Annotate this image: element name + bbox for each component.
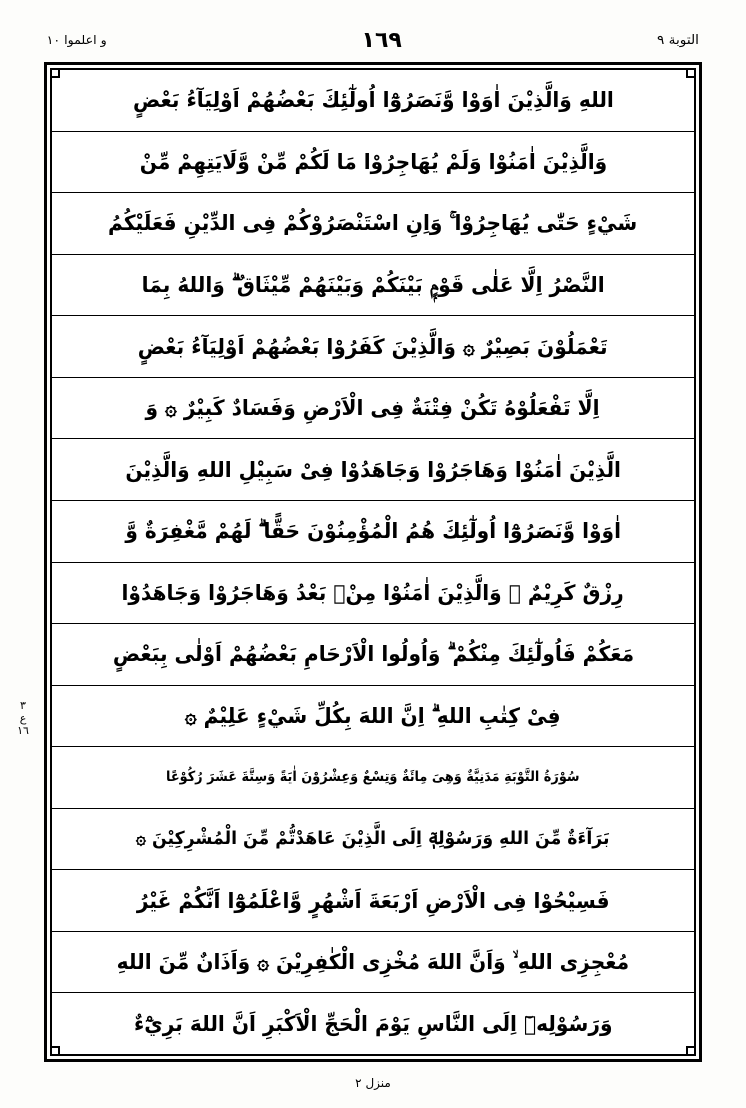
ayah-line — [52, 316, 694, 378]
ayah-text: الَّذِيْنَ اٰمَنُوْا وَهَاجَرُوْا وَجَاهَدُوْا فِىْ سَبِيْلِ اللهِ وَالَّذِيْنَ — [125, 457, 621, 482]
header-sura-label: التوبة ٩ — [657, 32, 699, 48]
ruku-count-top: ٣ — [20, 699, 26, 712]
ayah-line — [52, 255, 694, 317]
ayah-text: وَرَسُوْلِهٖٓ اِلَى النَّاسِ يَوْمَ الْحَجِّ الْاَكْبَرِ اَنَّ اللهَ بَرِيْٓءٌ — [133, 1011, 613, 1036]
page-footer — [0, 1076, 746, 1090]
ayah-text: مَعَكُمْ فَاُولٰٓئِكَ مِنْكُمْ ۗ وَاُولُوا الْاَرْحَامِ بَعْضُهُمْ اَوْلٰى بِبَعْضٍ — [112, 642, 634, 667]
ayah-text: فِىْ كِتٰبِ اللهِ ۗ اِنَّ اللهَ بِكُلِّ شَيْءٍ عَلِيْمٌ ۞ — [185, 703, 561, 728]
ruku-marker — [10, 700, 36, 738]
ayah-text: اِلَّا تَفْعَلُوْهُ تَكُنْ فِتْنَةٌ فِى الْاَرْضِ وَفَسَادٌ كَبِيْرٌ ۞ وَ — [145, 396, 601, 421]
ayah-lines — [52, 70, 694, 1054]
ayah-line — [52, 686, 694, 748]
ayah-line — [52, 501, 694, 563]
header-juz-label: و اعلموا ١٠ — [46, 33, 107, 47]
ayah-line — [52, 70, 694, 132]
text-frame-inner — [51, 69, 695, 1055]
page-number: ١٦٩ — [361, 27, 402, 53]
ayah-line — [52, 563, 694, 625]
page-header — [48, 26, 698, 54]
manzil-label: منزل ٢ — [355, 1076, 391, 1090]
sura-heading-text: سُوْرَةُ التَّوْبَةِ مَدَنِيَّةٌ وَهِىَ مِائَةٌ وَتِسْعٌ وَعِشْرُوْنَ اٰيَةً وَسِتَّةَ عَشَرَ رُكُوْعًا — [166, 769, 580, 786]
ayah-line — [52, 624, 694, 686]
ayah-line — [52, 439, 694, 501]
ayah-text: وَالَّذِيْنَ اٰمَنُوْا وَلَمْ يُهَاجِرُوْا مَا لَكُمْ مِّنْ وَّلَايَتِهِمْ مِّنْ — [139, 149, 607, 174]
ayah-line — [52, 809, 694, 871]
ayah-line — [52, 378, 694, 440]
ayah-text: مُعْجِزِى اللهِ ۙ وَاَنَّ اللهَ مُخْزِى الْكٰفِرِيْنَ ۞ وَاَذَانٌ مِّنَ اللهِ — [116, 950, 630, 975]
ruku-count-bottom: ١٦ — [17, 724, 29, 738]
ruku-symbol: ع — [19, 711, 27, 725]
ayah-line — [52, 870, 694, 932]
sura-heading-band — [52, 747, 694, 809]
ayah-line — [52, 932, 694, 994]
ayah-line — [52, 193, 694, 255]
ayah-text: النَّصْرُ اِلَّا عَلٰى قَوْمٍۭ بَيْنَكُمْ وَبَيْنَهُمْ مِّيْثَاقٌ ۗ وَاللهُ بِمَا — [141, 272, 605, 297]
ayah-text: رِزْقٌ كَرِيْمٌ ۞ وَالَّذِيْنَ اٰمَنُوْا مِنْۢ بَعْدُ وَهَاجَرُوْا وَجَاهَدُوْا — [121, 580, 625, 605]
ayah-text: شَيْءٍ حَتّٰى يُهَاجِرُوْا ۚ وَاِنِ اسْتَنْصَرُوْكُمْ فِى الدِّيْنِ فَعَلَيْكُمُ — [108, 211, 638, 236]
ayah-line — [52, 132, 694, 194]
ayah-text: اللهِ وَالَّذِيْنَ اٰوَوْا وَّنَصَرُوْٓا اُولٰٓئِكَ بَعْضُهُمْ اَوْلِيَآءُ بَعْضٍ — [132, 88, 614, 113]
ayah-text: اٰوَوْا وَّنَصَرُوْٓا اُولٰٓئِكَ هُمُ الْمُؤْمِنُوْنَ حَقًّا ۗ لَهُمْ مَّغْفِرَةٌ وَّ — [125, 519, 621, 544]
ayah-text: تَعْمَلُوْنَ بَصِيْرٌ ۞ وَالَّذِيْنَ كَفَرُوْا بَعْضُهُمْ اَوْلِيَآءُ بَعْضٍ — [138, 334, 608, 359]
ayah-line — [52, 993, 694, 1054]
ayah-text: بَرَآءَةٌ مِّنَ اللهِ وَرَسُوْلِهٖٓ اِلَى الَّذِيْنَ عَاهَدْتُّمْ مِّنَ الْمُشْرِكِيْنَ ۞ — [136, 827, 610, 849]
ayah-text: فَسِيْحُوْا فِى الْاَرْضِ اَرْبَعَةَ اَشْهُرٍ وَّاعْلَمُوْٓا اَنَّكُمْ غَيْرُ — [136, 888, 610, 913]
text-frame — [44, 62, 702, 1062]
